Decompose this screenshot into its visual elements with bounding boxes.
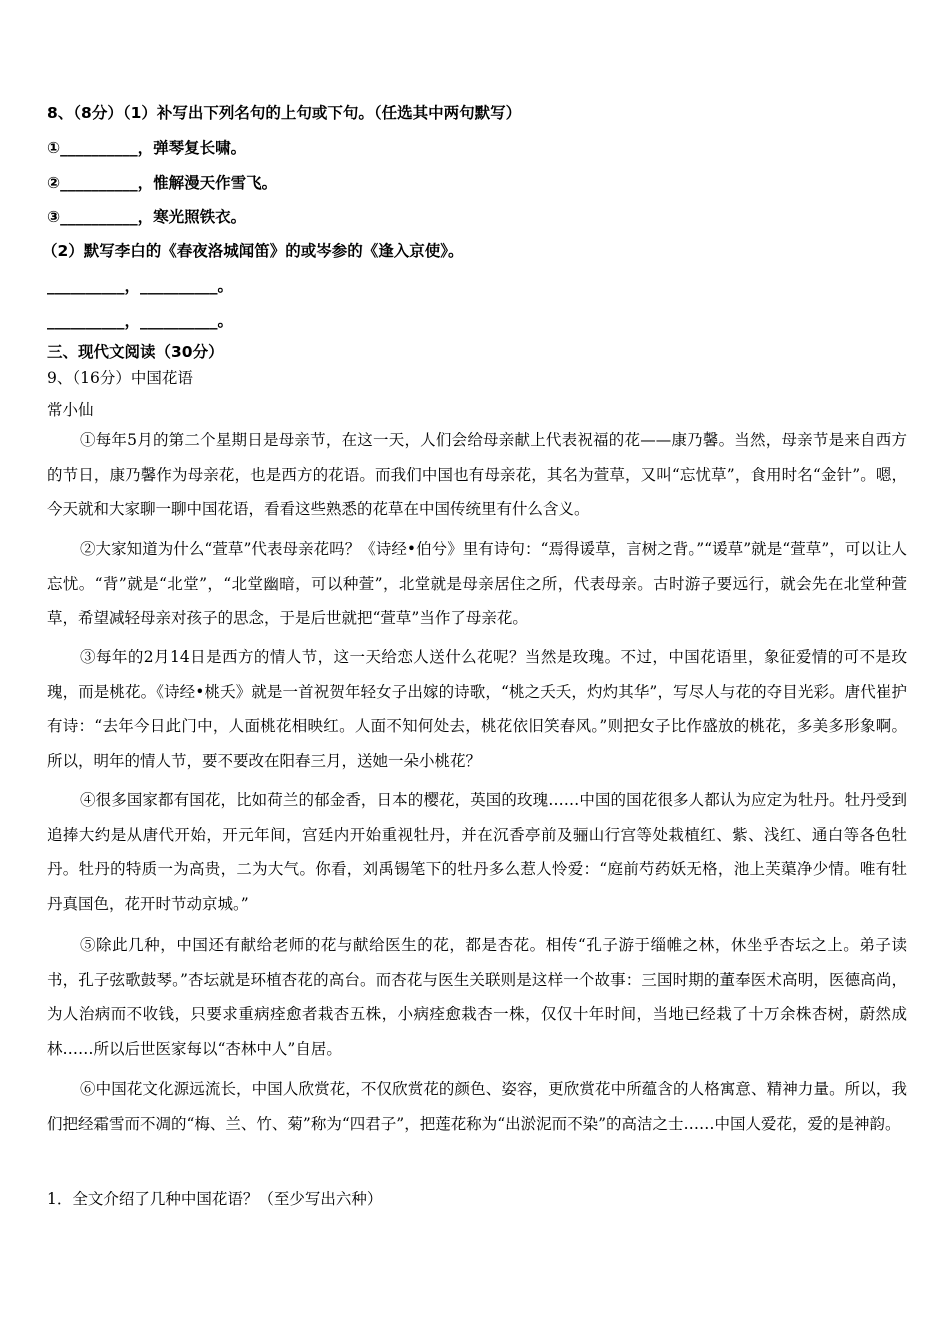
q9-paragraph-5: ⑤除此几种，中国还有献给老师的花与献给医生的花，都是杏花。相传“孔子游于缁帷之林，休坐乎杏坛之上。弟子读书，孔子弦歌鼓琴。”杏坛就是环植杏花的高台。而杏花与医生关联则是这样一个故事：三国时期的董奉医术高明，医德高尚，为人治病而不收钱，只要求重病痊愈者栽杏五株，小病痊愈栽杏一株，仅仅十年时间，当地已经栽了十万余株杏树，蔚然成林……所以后世医家每以“杏林中人”自居。 [47,936,907,1058]
q8-item-2: ②__________，惟解漫天作雪飞。 [47,174,278,192]
q9-paragraph-3: ③每年的2月14日是西方的情人节，这一天给恋人送什么花呢？当然是玫瑰。不过，中国花语里，象征爱情的可不是玫瑰，而是桃花。《诗经•桃夭》就是一首祝贺年轻女子出嫁的诗歌，“桃之夭夭，灼灼其华”，写尽人与花的夺目光彩。唐代崔护有诗：“去年今日此门中，人面桃花相映红。人面不知何处去，桃花依旧笑春风。”则把女子比作盛放的桃花，多美多形象啊。所以，明年的情人节，要不要改在阳春三月，送她一朵小桃花？ [47,648,907,770]
q8-blank-line-1: __________，__________。 [47,277,234,295]
q8-blank-line-2: __________，__________。 [47,312,234,330]
q9-paragraph-4: ④很多国家都有国花，比如荷兰的郁金香，日本的樱花，英国的玫瑰……中国的国花很多人都认为应定为牡丹。牡丹受到追捧大约是从唐代开始，开元年间，宫廷内开始重视牡丹，并在沉香亭前及骊山行宫等处栽植红、紫、浅红、通白等各色牡丹。牡丹的特质一为高贵，二为大气。你看，刘禹锡笔下的牡丹多么惹人怜爱：“庭前芍药妖无格，池上芙蕖净少情。唯有牡丹真国色，花开时节动京城。” [47,791,907,913]
q9-header: 9、（16分）中国花语 [47,369,193,387]
q8-header: 8、（8分）（1）补写出下列名句的上句或下句。（任选其中两句默写） [47,104,522,122]
q9-sub-question-1: 1．全文介绍了几种中国花语？（至少写出六种） [47,1190,383,1208]
q8-part-2: （2）默写李白的《春夜洛城闻笛》的或岑参的《逢入京使》。 [42,242,464,260]
section-3-title: 三、现代文阅读（30分） [47,343,224,361]
q9-paragraph-1: ①每年5月的第二个星期日是母亲节，在这一天，人们会给母亲献上代表祝福的花——康乃馨。当然，母亲节是来自西方的节日，康乃馨作为母亲花，也是西方的花语。而我们中国也有母亲花，其名为萱草，又叫“忘忧草”，食用时名“金针”。嗯，今天就和大家聊一聊中国花语，看看这些熟悉的花草在中国传统里有什么含义。 [47,431,907,518]
q9-author: 常小仙 [47,401,94,419]
q9-paragraph-6: ⑥中国花文化源远流长，中国人欣赏花，不仅欣赏花的颜色、姿容，更欣赏花中所蕴含的人格寓意、精神力量。所以，我们把经霜雪而不凋的“梅、兰、竹、菊”称为“四君子”，把莲花称为“出淤泥而不染”的高洁之士……中国人爱花，爱的是神韵。 [47,1080,907,1133]
q9-paragraph-2: ②大家知道为什么“萱草”代表母亲花吗？《诗经•伯兮》里有诗句：“焉得谖草，言树之背。”“谖草”就是“萱草”，可以让人忘忧。“背”就是“北堂”，“北堂幽暗，可以种萱”，北堂就是母亲居住之所，代表母亲。古时游子要远行，就会先在北堂种萱草，希望减轻母亲对孩子的思念，于是后世就把“萱草”当作了母亲花。 [47,540,907,627]
q8-item-3: ③__________，寒光照铁衣。 [47,208,247,226]
q8-item-1: ①__________，弹琴复长啸。 [47,139,247,157]
